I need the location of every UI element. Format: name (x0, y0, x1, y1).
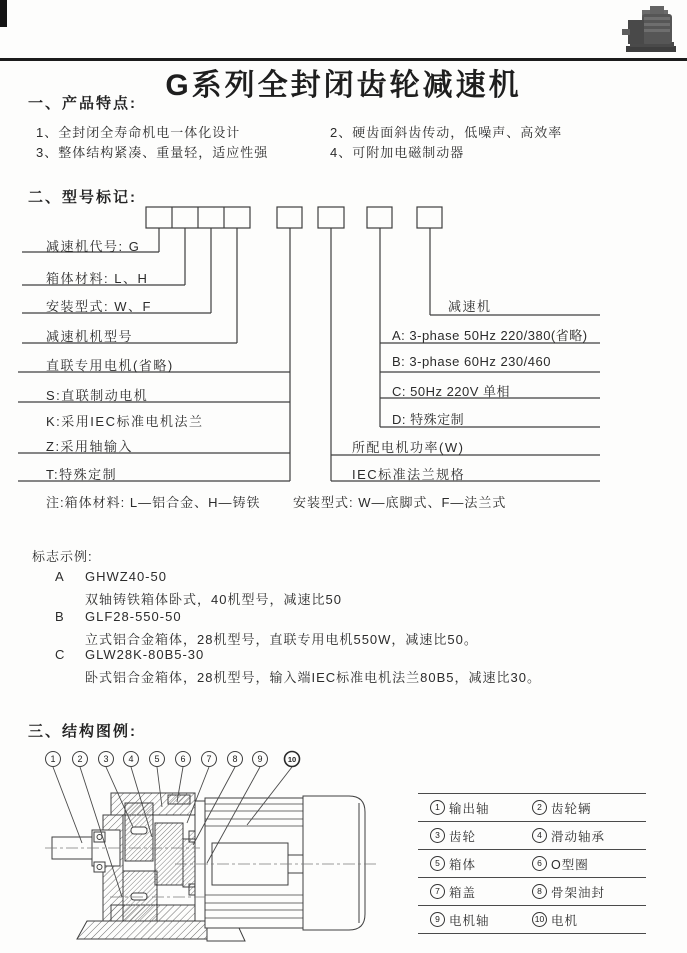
part-num: 3 (430, 828, 445, 843)
callout-8: 8 (232, 754, 238, 764)
model-label-housing-material: 箱体材料: L、H (46, 271, 149, 286)
motor-foot (207, 928, 245, 941)
part-name: 齿轮 (449, 829, 477, 844)
part-name: 输出轴 (449, 801, 490, 816)
part-num: 8 (532, 884, 547, 899)
page-title: G系列全封闭齿轮减速机 (165, 69, 522, 102)
model-label-iec-flange: IEC标准法兰规格 (352, 467, 466, 482)
scan-corner-mark (0, 0, 7, 27)
part-num: 5 (430, 856, 445, 871)
keyway-lower (131, 893, 147, 900)
model-label-motor-power: 所配电机功率(W) (352, 440, 465, 455)
part-num: 2 (532, 800, 547, 815)
model-label-reducer-code: 减速机代号: G (46, 239, 141, 254)
feature-item-1: 1、全封闭全寿命机电一体化设计 (36, 125, 241, 140)
model-label-z-option: Z:采用轴输入 (46, 439, 134, 454)
gearmotor-photo (620, 4, 682, 56)
part-name: 箱体 (449, 857, 477, 872)
table-row (418, 878, 646, 906)
structure-cross-section-drawing (25, 743, 425, 953)
part-motor-shaft (418, 911, 530, 929)
example-b-letter: B (55, 609, 64, 624)
part-output-shaft (418, 799, 530, 817)
example-c-letter: C (55, 647, 65, 662)
part-name: O型圈 (551, 857, 589, 872)
model-label-voltage-b: B: 3-phase 60Hz 230/460 (392, 354, 551, 369)
part-num: 10 (532, 912, 547, 927)
part-num: 9 (430, 912, 445, 927)
motor-flange (195, 801, 205, 921)
part-num: 7 (430, 884, 445, 899)
model-heading: 二、型号标记: (28, 189, 137, 206)
part-gear-rim (530, 799, 646, 817)
code-box-5 (277, 207, 302, 228)
part-sliding-bearing (530, 827, 646, 845)
model-label-voltage-d: D: 特殊定制 (392, 412, 465, 427)
examples-heading: 标志示例: (32, 549, 93, 564)
part-num: 1 (430, 800, 445, 815)
model-label-k-option: K:采用IEC标准电机法兰 (46, 414, 204, 429)
part-num: 4 (532, 828, 547, 843)
callout-6: 6 (180, 754, 186, 764)
model-label-mount-type: 安装型式: W、F (46, 299, 152, 314)
feature-item-4: 4、可附加电磁制动器 (330, 145, 465, 160)
example-b-code: GLF28-550-50 (85, 609, 182, 624)
callout-1: 1 (50, 754, 56, 764)
part-num: 6 (532, 856, 547, 871)
motor-section (195, 796, 365, 941)
motor-end-cap (303, 796, 365, 930)
keyway-upper (131, 827, 147, 834)
part-o-ring (530, 855, 646, 873)
structure-heading: 三、结构图例: (28, 723, 137, 740)
code-box-6 (318, 207, 344, 228)
part-name: 箱盖 (449, 885, 477, 900)
model-label-reducer: 减速机 (448, 299, 492, 314)
part-motor (530, 911, 646, 929)
parts-legend-table (418, 793, 646, 934)
part-name: 滑动轴承 (551, 829, 606, 844)
features-heading: 一、产品特点: (28, 95, 137, 112)
part-name: 电机 (551, 913, 579, 928)
model-label-t-option: T:特殊定制 (46, 467, 118, 482)
callout-7: 7 (206, 754, 212, 764)
feature-item-2: 2、硬齿面斜齿传动，低噪声、高效率 (330, 125, 563, 140)
callout-2: 2 (77, 754, 83, 764)
table-row (418, 794, 646, 822)
part-oil-seal (530, 883, 646, 901)
table-row (418, 822, 646, 850)
example-b-desc: 立式铝合金箱体，28机型号，直联专用电机550W，减速比50。 (85, 632, 478, 647)
part-name: 骨架油封 (551, 885, 606, 900)
table-row (418, 850, 646, 878)
example-c-code: GLW28K-80B5-30 (85, 647, 205, 662)
callout-circles (46, 752, 300, 767)
model-label-frame-size: 减速机机型号 (46, 329, 134, 344)
code-box-8 (417, 207, 442, 228)
example-c-desc: 卧式铝合金箱体，28机型号，输入端IEC标准电机法兰80B5，减速比30。 (85, 670, 541, 685)
model-note-mounting: 安装型式: W—底脚式、F—法兰式 (293, 495, 507, 510)
callout-5: 5 (154, 754, 160, 764)
example-a-desc: 双轴铸铁箱体卧式，40机型号，减速比50 (85, 592, 342, 607)
callout-3: 3 (103, 754, 109, 764)
example-a-code: GHWZ40-50 (85, 569, 167, 584)
gear-mid (155, 823, 183, 885)
callout-9: 9 (257, 754, 263, 764)
model-note-material: 注:箱体材料: L—铝合金、H—铸铁 (46, 495, 261, 510)
code-box-7 (367, 207, 392, 228)
callout-10: 10 (287, 755, 297, 764)
model-label-s-option: S:直联制动电机 (46, 388, 149, 403)
part-name: 齿轮辆 (551, 801, 592, 816)
table-row (418, 906, 646, 934)
part-cover (418, 883, 530, 901)
model-label-voltage-a: A: 3-phase 50Hz 220/380(省略) (392, 328, 588, 343)
feature-item-3: 3、整体结构紧凑、重量轻，适应性强 (36, 145, 269, 160)
model-label-direct-motor: 直联专用电机(省略) (46, 358, 174, 373)
example-a-letter: A (55, 569, 64, 584)
part-housing (418, 855, 530, 873)
part-name: 电机轴 (449, 913, 490, 928)
callout-4: 4 (128, 754, 134, 764)
part-gear (418, 827, 530, 845)
model-label-voltage-c: C: 50Hz 220V 单相 (392, 384, 511, 399)
